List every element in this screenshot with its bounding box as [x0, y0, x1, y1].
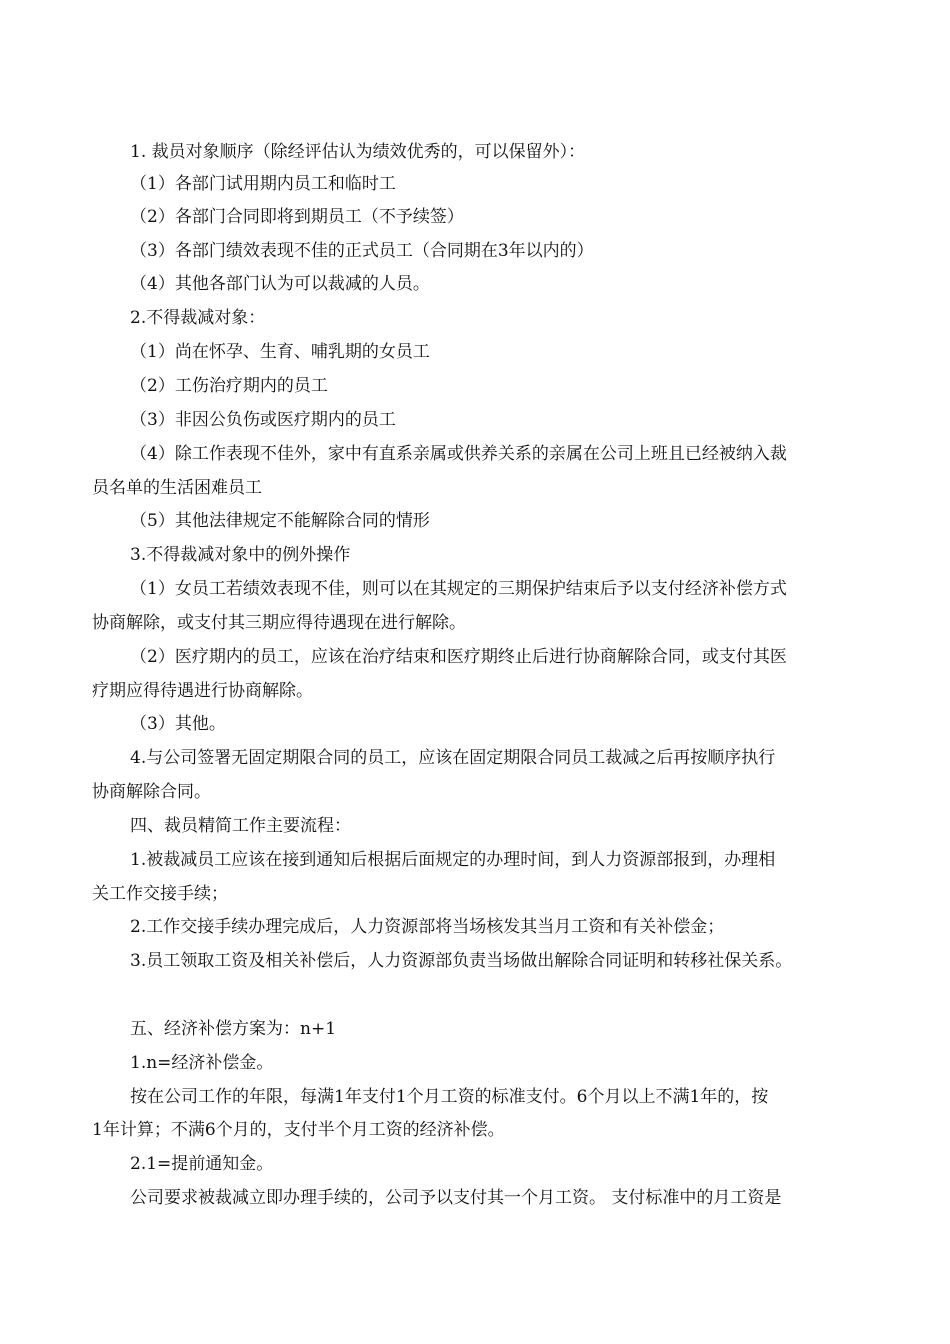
list-item: （3）其他。: [130, 714, 226, 734]
list-item-continuation: 协商解除，或支付其三期应得待遇现在进行解除。: [92, 613, 466, 633]
list-item-continuation: 疗期应得待遇进行协商解除。: [92, 681, 313, 701]
list-item: （2）医疗期内的员工，应该在治疗结束和医疗期终止后进行协商解除合同，或支付其医: [130, 647, 787, 667]
paragraph-continuation: 1年计算；不满6个月的，支付半个月工资的经济补偿。: [92, 1120, 505, 1140]
list-item-continuation: 员名单的生活困难员工: [92, 478, 262, 498]
section-heading-5: 五、经济补偿方案为：n+1: [130, 1019, 337, 1039]
list-item: （1）各部门试用期内员工和临时工: [130, 174, 396, 194]
list-item: （5）其他法律规定不能解除合同的情形: [130, 511, 430, 531]
list-item: （3）非因公负伤或医疗期内的员工: [130, 410, 396, 430]
paragraph: 按在公司工作的年限，每满1年支付1个月工资的标准支付。6个月以上不满1年的，按: [130, 1087, 769, 1107]
section-heading-4: 四、裁员精简工作主要流程：: [130, 816, 351, 836]
list-item: （3）各部门绩效表现不佳的正式员工（合同期在3年以内的）: [130, 241, 594, 261]
list-heading-3: 3.不得裁减对象中的例外操作: [130, 545, 351, 565]
paragraph: 2.1=提前通知金。: [130, 1154, 274, 1174]
list-item: （4）除工作表现不佳外，家中有直系亲属或供养关系的亲属在公司上班且已经被纳入裁: [130, 444, 787, 464]
paragraph: 2.工作交接手续办理完成后，人力资源部将当场核发其当月工资和有关补偿金；: [130, 917, 725, 937]
paragraph-continuation: 关工作交接手续；: [92, 884, 228, 904]
list-heading-2: 2.不得裁减对象：: [130, 308, 266, 328]
list-item: （1）女员工若绩效表现不佳，则可以在其规定的三期保护结束后予以支付经济补偿方式: [130, 579, 787, 599]
paragraph: 3.员工领取工资及相关补偿后，人力资源部负责当场做出解除合同证明和转移社保关系。: [130, 951, 793, 971]
paragraph: 1.n=经济补偿金。: [130, 1053, 274, 1073]
list-item: （1）尚在怀孕、生育、哺乳期的女员工: [130, 342, 430, 362]
list-item: （2）各部门合同即将到期员工（不予续签）: [130, 207, 464, 227]
list-heading-1: 1. 裁员对象顺序（除经评估认为绩效优秀的，可以保留外）：: [130, 142, 586, 162]
list-item: （2）工伤治疗期内的员工: [130, 376, 328, 396]
paragraph: 1.被裁减员工应该在接到通知后根据后面规定的办理时间，到人力资源部报到，办理相: [130, 850, 776, 870]
list-item: （4）其他各部门认为可以裁减的人员。: [130, 274, 430, 294]
list-heading-4: 4.与公司签署无固定期限合同的员工，应该在固定期限合同员工裁减之后再按顺序执行: [130, 748, 776, 768]
paragraph: 公司要求被裁减立即办理手续的，公司予以支付其一个月工资。 支付标准中的月工资是: [130, 1188, 782, 1208]
list-item-continuation: 协商解除合同。: [92, 782, 211, 802]
